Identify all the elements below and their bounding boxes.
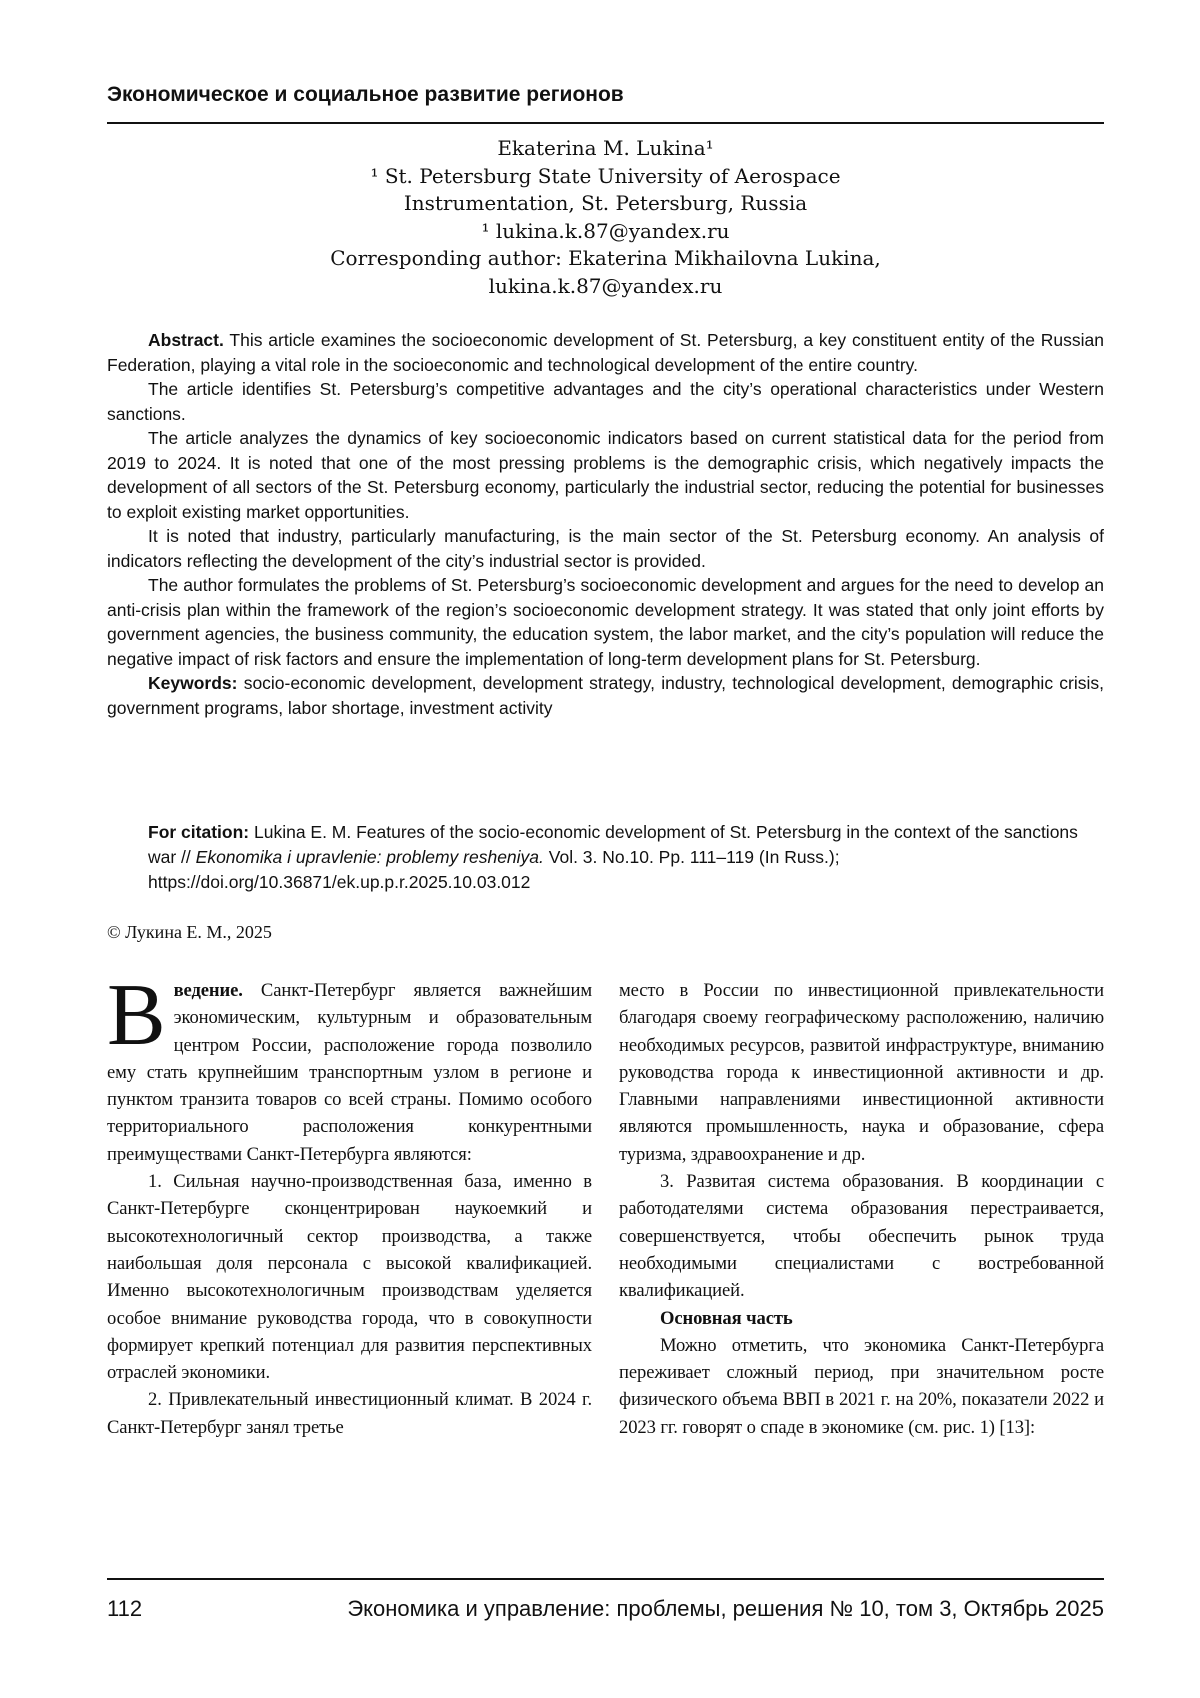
main-section-heading: Основная часть — [660, 1307, 793, 1329]
abstract-paragraph-4: It is noted that industry, particularly manufacturing, is the main sector of the St. Petersburg economy. An analysis of indicators reflecting the development of the city’s industrial sector is provided. — [107, 526, 1104, 571]
main-paragraph: Можно отметить, что экономика Санкт-Петербурга переживает сложный период, при значительном росте физического объема ВВП в 2021 г. на 20%, показатели 2022 и 2023 гг. говорят о спаде в экономике (см. рис. 1) [13]: — [619, 1334, 1104, 1438]
intro-paragraph: Введение. Санкт-Петербург является важнейшим экономическим, культурным и образовательным центром России, расположение города позволило ему стать крупнейшим транспортным узлом в регионе и пунктом транзита товаров со всей страны. Помимо особого территориального расположения конкурентными преимуществами Санкт-Петербурга являются: — [107, 967, 592, 1165]
author-affiliation-line-2: Instrumentation, St. Petersburg, Russia — [403, 191, 808, 215]
list-item-1: 1. Сильная научно-производственная база, именно в Санкт-Петербурге сконцентрирован наукоемкий и высокотехнологичный сектор производства, а также наибольшая доля персонала с высокой квалификацией. Именно высокотехнологичным производствам уделяется особое внимание руководства города, что в совокупности формирует крепкий потенциал для развития перспективных отраслей экономики. — [107, 1171, 592, 1384]
header-divider — [107, 122, 1104, 124]
author-name: Ekaterina M. Lukina¹ — [497, 136, 714, 160]
abstract — [107, 328, 1104, 720]
abstract-paragraph-5: The author formulates the problems of St. Petersburg’s socioeconomic development and argues for the need to develop an anti-crisis plan within the framework of the region’s socioeconomic development strategy. It was stated that only joint efforts by government agencies, the business community, the education system, the labor market, and the city’s population will reduce the negative impact of risk factors and ensure the implementation of long-term development plans for St. Petersburg. — [107, 575, 1104, 669]
page-number: 112 — [107, 1596, 143, 1621]
list-item-2: 2. Привлекательный инвестиционный климат. В 2024 г. Санкт-Петербург занял третье — [107, 1389, 592, 1438]
corresponding-email[interactable]: lukina.k.87@yandex.ru — [488, 273, 723, 298]
keywords-label: Keywords: — [148, 673, 238, 693]
list-item-3: 3. Развитая система образования. В координации с работодателями система образования перестраивается, совершенствуется, чтобы обеспечить рынок труда необходимыми специалистами с востребованной квалификацией. — [619, 1171, 1104, 1302]
author-affiliation-line-1: ¹ St. Petersburg State University of Aerospace — [370, 163, 841, 188]
list-item-2-continued: место в России по инвестиционной привлекательности благодаря своему географическому расположению, наличию необходимых ресурсов, развитой инфраструктуре, вниманию руководства города к инвестиционной активности и др. Главными направлениями инвестиционной активности являются промышленность, наука и образование, сфера туризма, здравоохранение и др. — [619, 980, 1104, 1165]
body-column-left — [107, 967, 592, 1441]
abstract-paragraph-2: The article identifies St. Petersburg’s competitive advantages and the city’s operational characteristics under Western sanctions. — [107, 379, 1104, 424]
abstract-label: Abstract. — [148, 330, 224, 350]
corresponding-author: Corresponding author: Ekaterina Mikhailovna Lukina, — [330, 246, 881, 270]
keywords: Keywords: socio-economic development, development strategy, industry, technological development, demographic crisis, government programs, labor shortage, investment activity — [107, 673, 1104, 718]
abstract-paragraph-3: The article analyzes the dynamics of key socioeconomic indicators based on current statistical data for the period from 2019 to 2024. It is noted that one of the most pressing problems is the demographic crisis, which negatively impacts the development of all sectors of the St. Petersburg economy, particularly the industrial sector, reducing the potential for businesses to exploit existing market opportunities. — [107, 428, 1104, 522]
drop-cap: В — [107, 967, 166, 1064]
citation — [148, 820, 1104, 895]
intro-heading: ведение. — [173, 980, 243, 1001]
citation-label: For citation: — [148, 822, 250, 842]
page — [107, 0, 1104, 1698]
section-title: Экономическое и социальное развитие регионов — [107, 83, 624, 106]
citation-doi[interactable]: Vol. 3. No.10. Pp. 111–119 (In Russ.); https://doi.org/10.36871/ek.up.p.r.2025.10.03.012 — [148, 847, 840, 892]
citation-text: Lukina E. M. Features of the socio-economic development of St. Petersburg in the context of the sanctions war // — [148, 822, 1078, 867]
citation-journal: Ekonomika i upravlenie: problemy resheniya. — [195, 847, 544, 867]
abstract-paragraph-1: Abstract. This article examines the socioeconomic development of St. Petersburg, a key constituent entity of the Russian Federation, playing a vital role in the socioeconomic and technological development of the entire country. — [107, 330, 1104, 375]
footer-divider — [107, 1578, 1104, 1580]
author-email[interactable]: ¹ lukina.k.87@yandex.ru — [481, 218, 730, 243]
copyright: © Лукина Е. М., 2025 — [107, 922, 272, 942]
body-column-right — [619, 977, 1104, 1441]
journal-footer: Экономика и управление: проблемы, решения № 10, том 3, Октябрь 2025 — [347, 1596, 1104, 1621]
author-block — [107, 135, 1104, 300]
